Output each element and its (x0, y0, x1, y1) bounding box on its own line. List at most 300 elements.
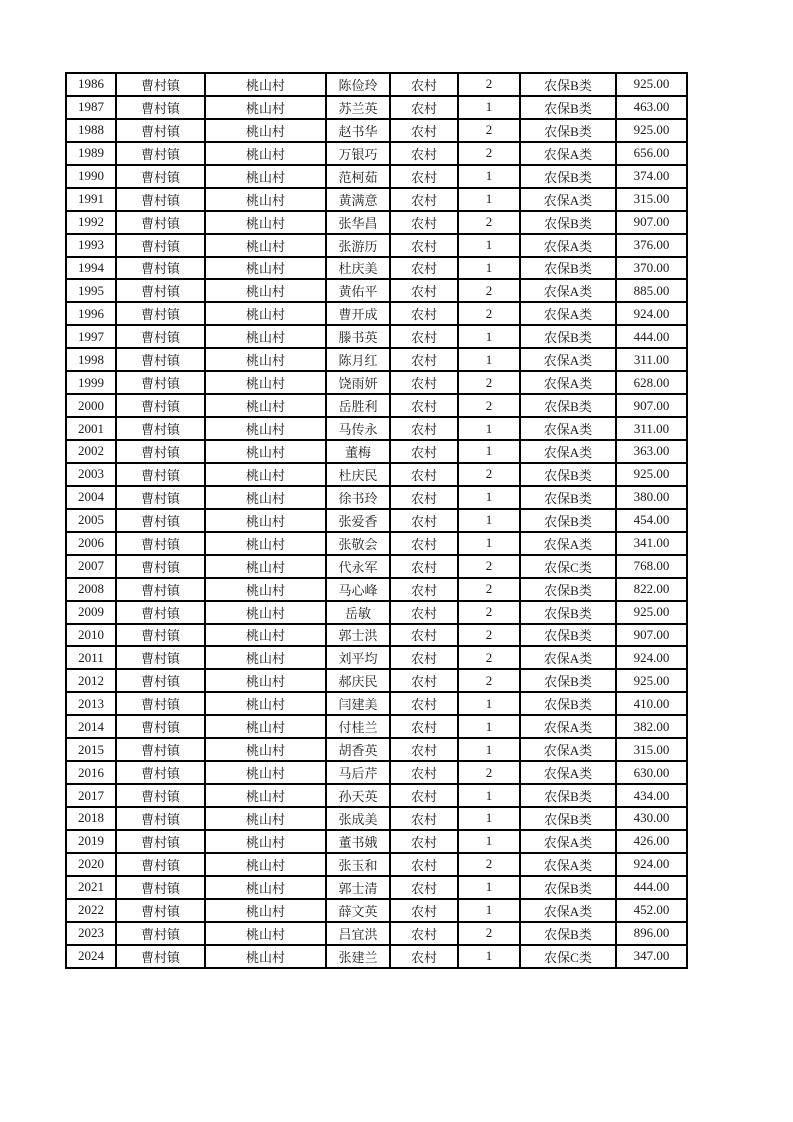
cell-insurance-type: 农保B类 (520, 257, 616, 280)
cell-insurance-type: 农保A类 (520, 417, 616, 440)
cell-residence: 农村 (390, 646, 458, 669)
cell-amount: 925.00 (616, 601, 687, 624)
table-row (66, 463, 687, 486)
cell-amount: 896.00 (616, 922, 687, 945)
cell-insurance-type: 农保A类 (520, 142, 616, 165)
cell-village: 桃山村 (205, 73, 326, 96)
cell-residence: 农村 (390, 188, 458, 211)
table-body (66, 73, 687, 968)
cell-village: 桃山村 (205, 325, 326, 348)
cell-amount: 822.00 (616, 578, 687, 601)
table-row (66, 509, 687, 532)
cell-town: 曹村镇 (116, 463, 205, 486)
cell-residence: 农村 (390, 302, 458, 325)
cell-town: 曹村镇 (116, 486, 205, 509)
cell-town: 曹村镇 (116, 830, 205, 853)
cell-insurance-type: 农保B类 (520, 509, 616, 532)
cell-count: 2 (458, 555, 520, 578)
cell-town: 曹村镇 (116, 348, 205, 371)
table-row (66, 302, 687, 325)
cell-residence: 农村 (390, 234, 458, 257)
cell-village: 桃山村 (205, 899, 326, 922)
cell-amount: 907.00 (616, 394, 687, 417)
table-row (66, 601, 687, 624)
cell-insurance-type: 农保B类 (520, 876, 616, 899)
cell-serial: 2011 (66, 646, 116, 669)
cell-village: 桃山村 (205, 807, 326, 830)
cell-village: 桃山村 (205, 715, 326, 738)
cell-residence: 农村 (390, 899, 458, 922)
cell-amount: 315.00 (616, 738, 687, 761)
cell-count: 1 (458, 325, 520, 348)
cell-serial: 1995 (66, 279, 116, 302)
table-row (66, 211, 687, 234)
table-row (66, 348, 687, 371)
cell-amount: 452.00 (616, 899, 687, 922)
cell-serial: 2024 (66, 945, 116, 968)
cell-name: 马心峰 (326, 578, 390, 601)
cell-insurance-type: 农保B类 (520, 922, 616, 945)
cell-residence: 农村 (390, 348, 458, 371)
cell-name: 黄满意 (326, 188, 390, 211)
cell-village: 桃山村 (205, 646, 326, 669)
cell-residence: 农村 (390, 463, 458, 486)
cell-residence: 农村 (390, 578, 458, 601)
cell-count: 2 (458, 73, 520, 96)
cell-town: 曹村镇 (116, 601, 205, 624)
cell-count: 2 (458, 853, 520, 876)
cell-residence: 农村 (390, 853, 458, 876)
table-row (66, 738, 687, 761)
cell-name: 郭士洪 (326, 624, 390, 647)
cell-serial: 1997 (66, 325, 116, 348)
cell-village: 桃山村 (205, 348, 326, 371)
cell-residence: 农村 (390, 532, 458, 555)
cell-town: 曹村镇 (116, 669, 205, 692)
cell-serial: 2015 (66, 738, 116, 761)
cell-residence: 农村 (390, 440, 458, 463)
table-row (66, 188, 687, 211)
cell-insurance-type: 农保B类 (520, 96, 616, 119)
cell-insurance-type: 农保B类 (520, 211, 616, 234)
cell-insurance-type: 农保A类 (520, 738, 616, 761)
table-row (66, 669, 687, 692)
cell-village: 桃山村 (205, 669, 326, 692)
cell-insurance-type: 农保A类 (520, 830, 616, 853)
cell-residence: 农村 (390, 601, 458, 624)
cell-residence: 农村 (390, 830, 458, 853)
cell-count: 2 (458, 302, 520, 325)
cell-town: 曹村镇 (116, 738, 205, 761)
table-row (66, 394, 687, 417)
cell-insurance-type: 农保C类 (520, 945, 616, 968)
cell-town: 曹村镇 (116, 279, 205, 302)
cell-name: 滕书英 (326, 325, 390, 348)
cell-town: 曹村镇 (116, 784, 205, 807)
cell-residence: 农村 (390, 509, 458, 532)
cell-serial: 1987 (66, 96, 116, 119)
cell-amount: 311.00 (616, 348, 687, 371)
table-row (66, 715, 687, 738)
cell-count: 2 (458, 463, 520, 486)
cell-town: 曹村镇 (116, 853, 205, 876)
cell-serial: 2017 (66, 784, 116, 807)
cell-town: 曹村镇 (116, 188, 205, 211)
cell-insurance-type: 农保C类 (520, 555, 616, 578)
cell-amount: 363.00 (616, 440, 687, 463)
cell-town: 曹村镇 (116, 578, 205, 601)
cell-name: 郭士清 (326, 876, 390, 899)
cell-village: 桃山村 (205, 188, 326, 211)
cell-amount: 907.00 (616, 624, 687, 647)
cell-count: 1 (458, 257, 520, 280)
cell-town: 曹村镇 (116, 692, 205, 715)
table-row (66, 624, 687, 647)
cell-town: 曹村镇 (116, 325, 205, 348)
cell-name: 张玉和 (326, 853, 390, 876)
cell-amount: 924.00 (616, 646, 687, 669)
cell-residence: 农村 (390, 325, 458, 348)
cell-name: 张华昌 (326, 211, 390, 234)
cell-count: 1 (458, 486, 520, 509)
cell-count: 2 (458, 922, 520, 945)
cell-serial: 2016 (66, 761, 116, 784)
cell-town: 曹村镇 (116, 302, 205, 325)
cell-town: 曹村镇 (116, 417, 205, 440)
cell-count: 2 (458, 601, 520, 624)
cell-residence: 农村 (390, 371, 458, 394)
cell-serial: 2005 (66, 509, 116, 532)
cell-name: 刘平均 (326, 646, 390, 669)
cell-village: 桃山村 (205, 601, 326, 624)
cell-count: 2 (458, 578, 520, 601)
cell-amount: 341.00 (616, 532, 687, 555)
cell-name: 赵书华 (326, 119, 390, 142)
cell-insurance-type: 农保A类 (520, 188, 616, 211)
table-row (66, 325, 687, 348)
cell-name: 岳敏 (326, 601, 390, 624)
cell-serial: 2002 (66, 440, 116, 463)
cell-village: 桃山村 (205, 463, 326, 486)
cell-name: 陈俭玲 (326, 73, 390, 96)
cell-amount: 376.00 (616, 234, 687, 257)
cell-amount: 380.00 (616, 486, 687, 509)
cell-amount: 630.00 (616, 761, 687, 784)
cell-village: 桃山村 (205, 784, 326, 807)
cell-insurance-type: 农保A类 (520, 302, 616, 325)
cell-town: 曹村镇 (116, 96, 205, 119)
cell-residence: 农村 (390, 922, 458, 945)
cell-insurance-type: 农保B类 (520, 807, 616, 830)
cell-village: 桃山村 (205, 417, 326, 440)
cell-town: 曹村镇 (116, 715, 205, 738)
cell-amount: 768.00 (616, 555, 687, 578)
cell-serial: 1998 (66, 348, 116, 371)
cell-count: 1 (458, 945, 520, 968)
cell-residence: 农村 (390, 738, 458, 761)
cell-serial: 2004 (66, 486, 116, 509)
cell-town: 曹村镇 (116, 761, 205, 784)
cell-residence: 农村 (390, 624, 458, 647)
cell-count: 2 (458, 279, 520, 302)
cell-amount: 315.00 (616, 188, 687, 211)
cell-residence: 农村 (390, 715, 458, 738)
cell-count: 1 (458, 876, 520, 899)
cell-amount: 434.00 (616, 784, 687, 807)
cell-residence: 农村 (390, 257, 458, 280)
cell-amount: 311.00 (616, 417, 687, 440)
cell-name: 吕宜洪 (326, 922, 390, 945)
cell-village: 桃山村 (205, 509, 326, 532)
cell-name: 代永军 (326, 555, 390, 578)
table-row (66, 899, 687, 922)
cell-serial: 2008 (66, 578, 116, 601)
cell-name: 张敬会 (326, 532, 390, 555)
cell-village: 桃山村 (205, 119, 326, 142)
cell-insurance-type: 农保A类 (520, 348, 616, 371)
cell-serial: 1986 (66, 73, 116, 96)
cell-serial: 2006 (66, 532, 116, 555)
cell-town: 曹村镇 (116, 876, 205, 899)
cell-town: 曹村镇 (116, 646, 205, 669)
cell-name: 马后芹 (326, 761, 390, 784)
cell-serial: 1988 (66, 119, 116, 142)
cell-amount: 347.00 (616, 945, 687, 968)
cell-village: 桃山村 (205, 761, 326, 784)
cell-town: 曹村镇 (116, 899, 205, 922)
cell-amount: 374.00 (616, 165, 687, 188)
cell-insurance-type: 农保B类 (520, 486, 616, 509)
cell-amount: 444.00 (616, 876, 687, 899)
cell-village: 桃山村 (205, 738, 326, 761)
cell-name: 薛文英 (326, 899, 390, 922)
cell-town: 曹村镇 (116, 371, 205, 394)
cell-count: 1 (458, 899, 520, 922)
cell-town: 曹村镇 (116, 394, 205, 417)
cell-insurance-type: 农保A类 (520, 440, 616, 463)
cell-count: 1 (458, 234, 520, 257)
cell-count: 1 (458, 715, 520, 738)
cell-village: 桃山村 (205, 876, 326, 899)
cell-name: 张建兰 (326, 945, 390, 968)
cell-serial: 2001 (66, 417, 116, 440)
cell-amount: 925.00 (616, 669, 687, 692)
cell-insurance-type: 农保A类 (520, 234, 616, 257)
cell-name: 曹开成 (326, 302, 390, 325)
cell-serial: 1990 (66, 165, 116, 188)
cell-serial: 1991 (66, 188, 116, 211)
cell-name: 陈月红 (326, 348, 390, 371)
cell-insurance-type: 农保B类 (520, 394, 616, 417)
cell-town: 曹村镇 (116, 532, 205, 555)
cell-name: 张成美 (326, 807, 390, 830)
cell-insurance-type: 农保B类 (520, 601, 616, 624)
cell-village: 桃山村 (205, 853, 326, 876)
cell-village: 桃山村 (205, 96, 326, 119)
cell-name: 黄佑平 (326, 279, 390, 302)
cell-name: 孙天英 (326, 784, 390, 807)
cell-serial: 2014 (66, 715, 116, 738)
cell-serial: 2018 (66, 807, 116, 830)
cell-insurance-type: 农保B类 (520, 165, 616, 188)
cell-amount: 907.00 (616, 211, 687, 234)
cell-serial: 2021 (66, 876, 116, 899)
cell-name: 杜庆民 (326, 463, 390, 486)
cell-name: 饶雨妍 (326, 371, 390, 394)
cell-village: 桃山村 (205, 371, 326, 394)
cell-insurance-type: 农保A类 (520, 371, 616, 394)
cell-amount: 885.00 (616, 279, 687, 302)
cell-town: 曹村镇 (116, 119, 205, 142)
cell-village: 桃山村 (205, 257, 326, 280)
cell-count: 1 (458, 165, 520, 188)
cell-name: 杜庆美 (326, 257, 390, 280)
cell-insurance-type: 农保A类 (520, 853, 616, 876)
table-row (66, 853, 687, 876)
cell-serial: 2019 (66, 830, 116, 853)
cell-count: 1 (458, 348, 520, 371)
cell-count: 1 (458, 830, 520, 853)
cell-count: 1 (458, 738, 520, 761)
cell-serial: 1999 (66, 371, 116, 394)
cell-village: 桃山村 (205, 211, 326, 234)
cell-serial: 2010 (66, 624, 116, 647)
cell-town: 曹村镇 (116, 807, 205, 830)
cell-residence: 农村 (390, 165, 458, 188)
cell-town: 曹村镇 (116, 211, 205, 234)
cell-amount: 924.00 (616, 853, 687, 876)
table-row (66, 486, 687, 509)
cell-serial: 2003 (66, 463, 116, 486)
cell-name: 胡香英 (326, 738, 390, 761)
cell-name: 董书娥 (326, 830, 390, 853)
cell-residence: 农村 (390, 784, 458, 807)
table-row (66, 761, 687, 784)
cell-village: 桃山村 (205, 945, 326, 968)
cell-name: 张爱香 (326, 509, 390, 532)
cell-residence: 农村 (390, 486, 458, 509)
cell-serial: 2013 (66, 692, 116, 715)
cell-count: 1 (458, 509, 520, 532)
cell-count: 2 (458, 142, 520, 165)
cell-amount: 454.00 (616, 509, 687, 532)
cell-count: 2 (458, 761, 520, 784)
cell-insurance-type: 农保A类 (520, 279, 616, 302)
cell-village: 桃山村 (205, 922, 326, 945)
cell-insurance-type: 农保A类 (520, 761, 616, 784)
cell-name: 范柯茹 (326, 165, 390, 188)
cell-serial: 1989 (66, 142, 116, 165)
cell-insurance-type: 农保A类 (520, 899, 616, 922)
cell-village: 桃山村 (205, 624, 326, 647)
cell-town: 曹村镇 (116, 165, 205, 188)
cell-village: 桃山村 (205, 165, 326, 188)
cell-village: 桃山村 (205, 302, 326, 325)
cell-serial: 1992 (66, 211, 116, 234)
cell-name: 马传永 (326, 417, 390, 440)
cell-serial: 2023 (66, 922, 116, 945)
table-row (66, 165, 687, 188)
cell-count: 2 (458, 646, 520, 669)
cell-name: 张游历 (326, 234, 390, 257)
table-row (66, 784, 687, 807)
table-row (66, 257, 687, 280)
cell-count: 1 (458, 692, 520, 715)
cell-amount: 925.00 (616, 73, 687, 96)
cell-residence: 农村 (390, 417, 458, 440)
cell-name: 付桂兰 (326, 715, 390, 738)
table-row (66, 945, 687, 968)
cell-serial: 1996 (66, 302, 116, 325)
cell-serial: 2000 (66, 394, 116, 417)
cell-village: 桃山村 (205, 555, 326, 578)
cell-count: 1 (458, 96, 520, 119)
table-row (66, 119, 687, 142)
cell-count: 1 (458, 188, 520, 211)
cell-residence: 农村 (390, 807, 458, 830)
cell-town: 曹村镇 (116, 555, 205, 578)
cell-amount: 382.00 (616, 715, 687, 738)
cell-name: 董梅 (326, 440, 390, 463)
cell-residence: 农村 (390, 142, 458, 165)
table-row (66, 876, 687, 899)
cell-serial: 2022 (66, 899, 116, 922)
cell-amount: 463.00 (616, 96, 687, 119)
cell-insurance-type: 农保B类 (520, 325, 616, 348)
cell-count: 1 (458, 532, 520, 555)
cell-residence: 农村 (390, 96, 458, 119)
cell-village: 桃山村 (205, 279, 326, 302)
cell-residence: 农村 (390, 211, 458, 234)
table-row (66, 142, 687, 165)
table-row (66, 555, 687, 578)
cell-town: 曹村镇 (116, 440, 205, 463)
cell-amount: 410.00 (616, 692, 687, 715)
cell-count: 2 (458, 394, 520, 417)
cell-count: 2 (458, 371, 520, 394)
cell-insurance-type: 农保B类 (520, 692, 616, 715)
cell-insurance-type: 农保A类 (520, 715, 616, 738)
cell-village: 桃山村 (205, 486, 326, 509)
cell-village: 桃山村 (205, 830, 326, 853)
cell-residence: 农村 (390, 119, 458, 142)
cell-serial: 2007 (66, 555, 116, 578)
cell-name: 闫建美 (326, 692, 390, 715)
cell-residence: 农村 (390, 73, 458, 96)
cell-count: 1 (458, 784, 520, 807)
cell-village: 桃山村 (205, 440, 326, 463)
cell-insurance-type: 农保B类 (520, 578, 616, 601)
cell-name: 万银巧 (326, 142, 390, 165)
cell-count: 2 (458, 669, 520, 692)
cell-count: 2 (458, 211, 520, 234)
table-row (66, 279, 687, 302)
cell-town: 曹村镇 (116, 142, 205, 165)
cell-insurance-type: 农保B类 (520, 463, 616, 486)
cell-amount: 444.00 (616, 325, 687, 348)
cell-insurance-type: 农保B类 (520, 624, 616, 647)
cell-count: 1 (458, 807, 520, 830)
cell-residence: 农村 (390, 555, 458, 578)
cell-village: 桃山村 (205, 142, 326, 165)
cell-serial: 2009 (66, 601, 116, 624)
cell-town: 曹村镇 (116, 73, 205, 96)
cell-insurance-type: 农保A类 (520, 532, 616, 555)
table-row (66, 417, 687, 440)
cell-village: 桃山村 (205, 394, 326, 417)
cell-town: 曹村镇 (116, 234, 205, 257)
cell-town: 曹村镇 (116, 257, 205, 280)
